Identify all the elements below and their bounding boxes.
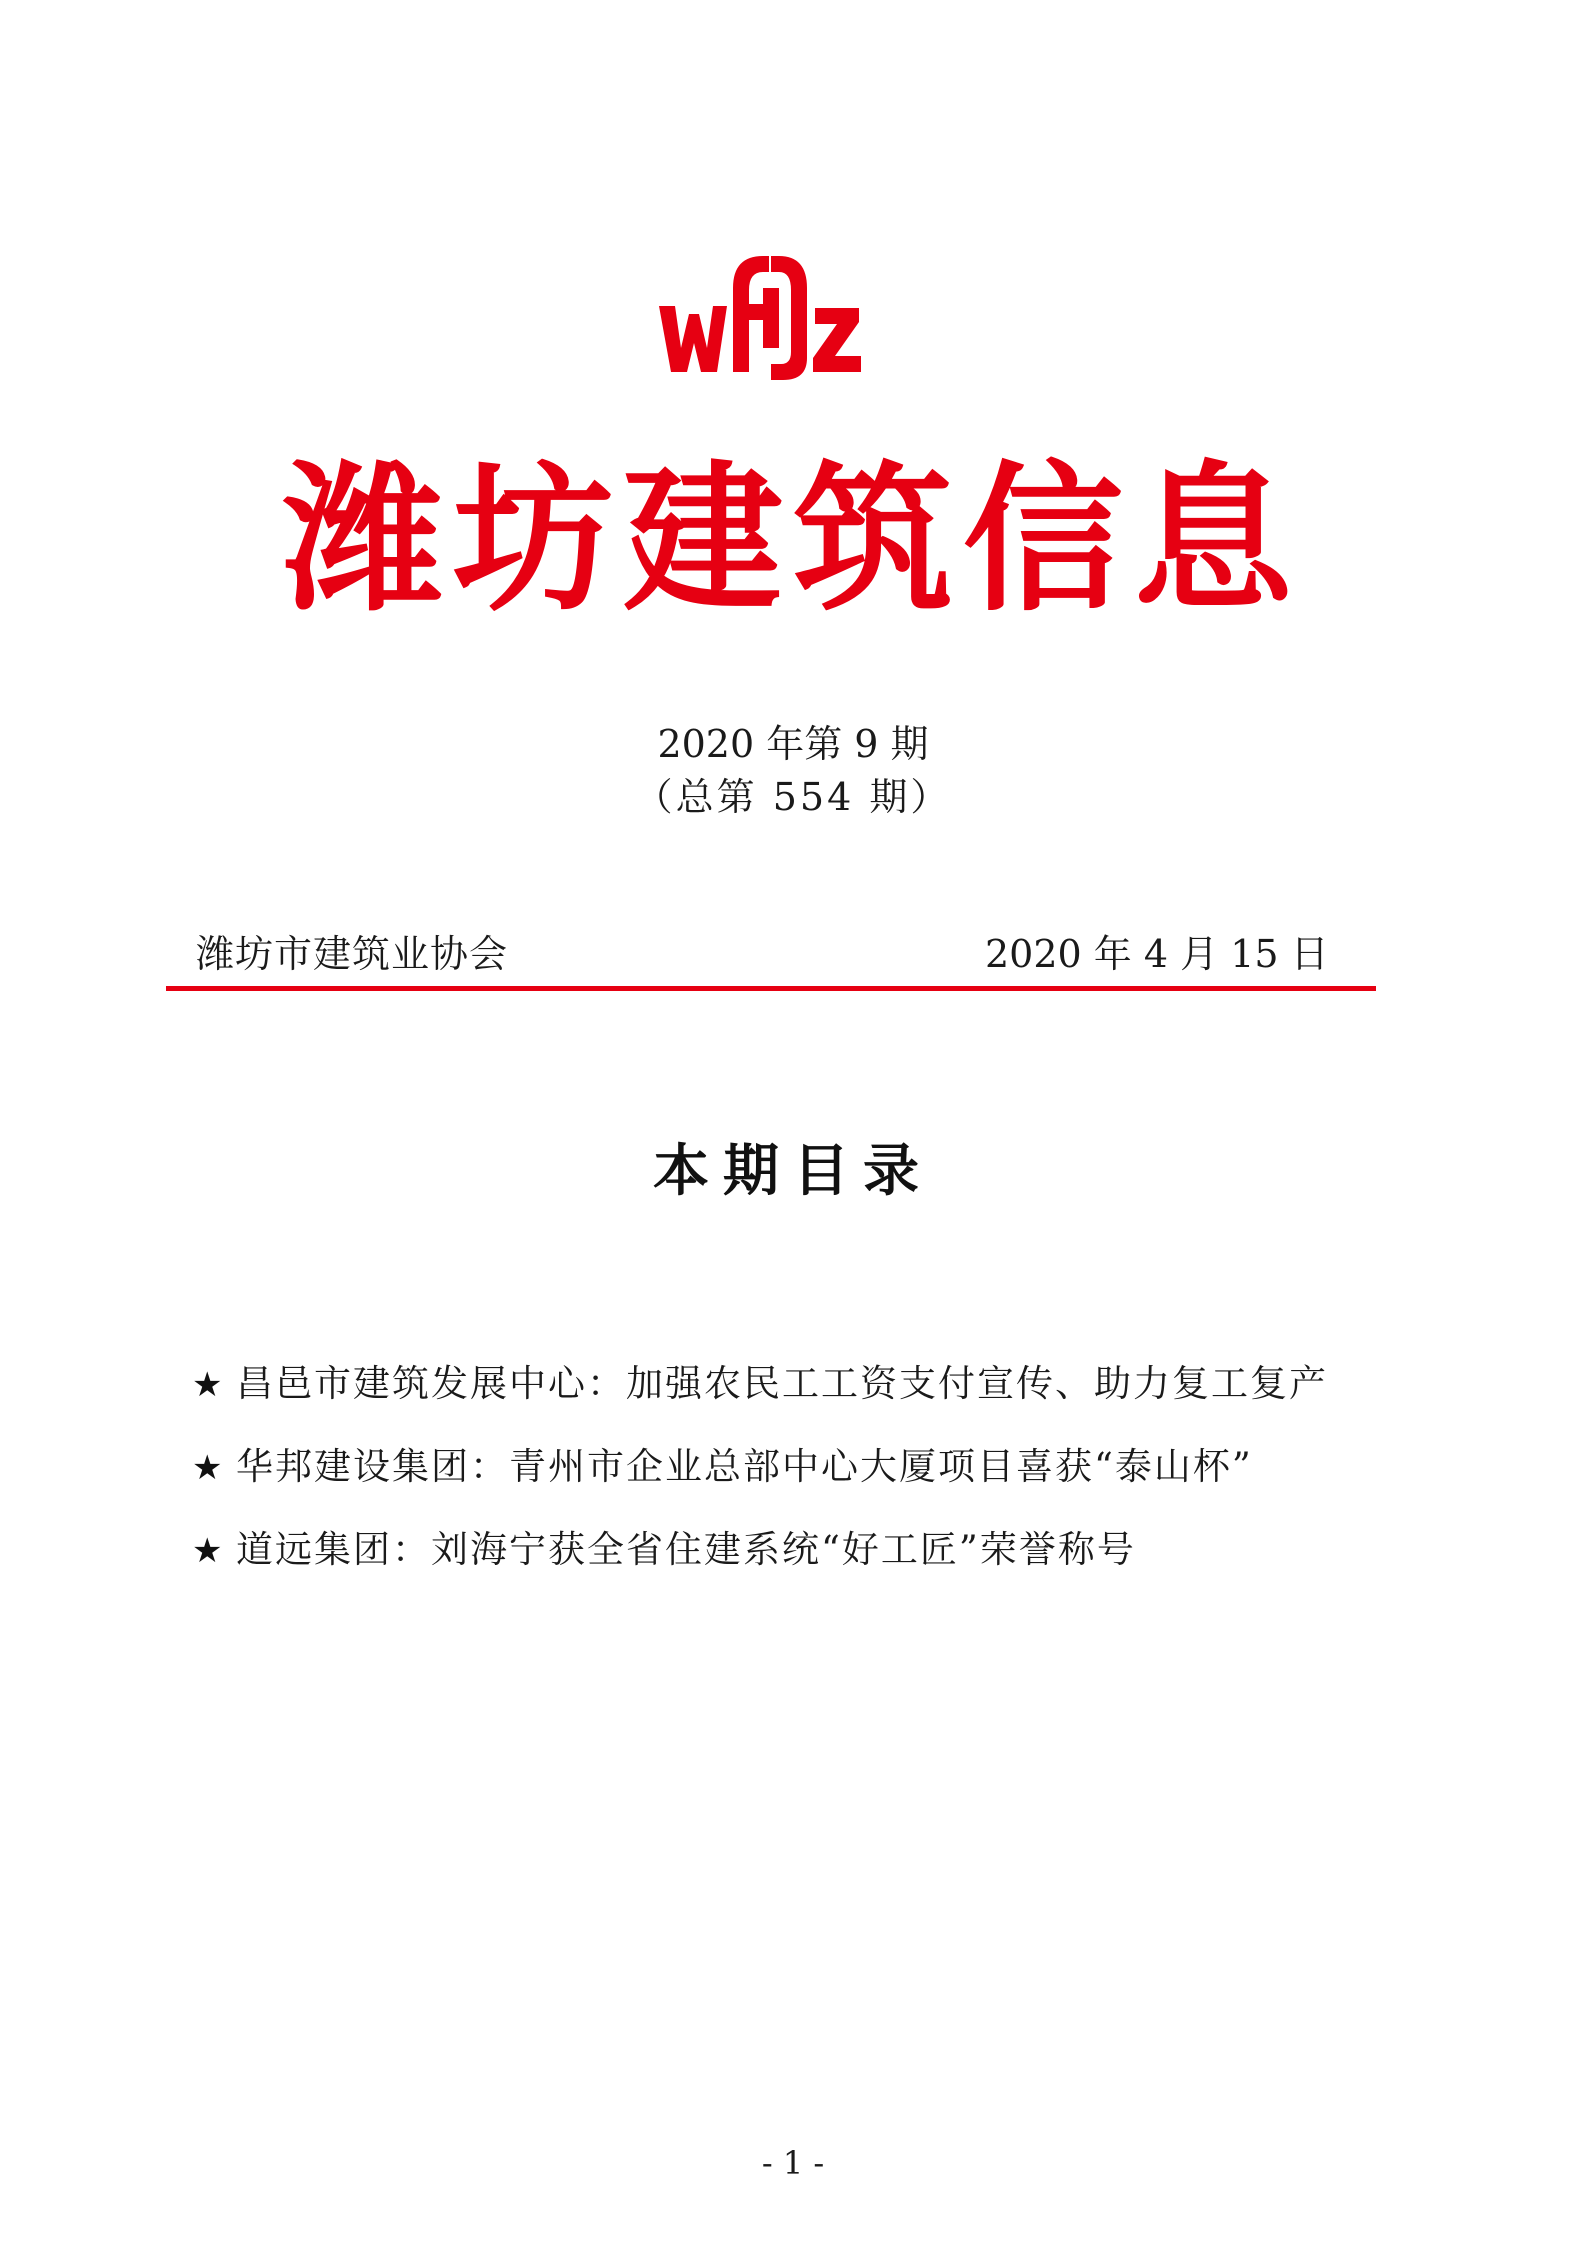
- toc-item: [192, 1443, 1328, 1491]
- star-icon: ★: [192, 1448, 225, 1488]
- toc-item-text: 昌邑市建筑发展中心：加强农民工工资支付宣传、助力复工复产: [236, 1362, 1328, 1405]
- star-icon: ★: [192, 1365, 225, 1405]
- publisher-name: 潍坊市建筑业协会: [196, 932, 509, 976]
- issue-total-number: （总第 554 期）: [634, 775, 952, 819]
- issue-number: 2020 年第 9 期: [657, 722, 929, 766]
- star-icon: ★: [192, 1531, 225, 1571]
- toc-item: [192, 1526, 1328, 1574]
- toc-item-text: 华邦建设集团：青州市企业总部中心大厦项目喜获“泰山杯”: [236, 1445, 1253, 1488]
- toc-list: [192, 1360, 1328, 1609]
- toc-title: 本期目录: [653, 1138, 933, 1204]
- publish-date: 2020 年 4 月 15 日: [985, 932, 1329, 976]
- page-number: - 1 -: [761, 2144, 825, 2182]
- masthead-title: 潍坊建筑信息: [282, 446, 1303, 633]
- red-divider-rule: [166, 986, 1376, 991]
- wfjz-logo: [655, 248, 865, 383]
- toc-item-text: 道远集团：刘海宁获全省住建系统“好工匠”荣誉称号: [236, 1528, 1136, 1571]
- toc-item: [192, 1360, 1328, 1408]
